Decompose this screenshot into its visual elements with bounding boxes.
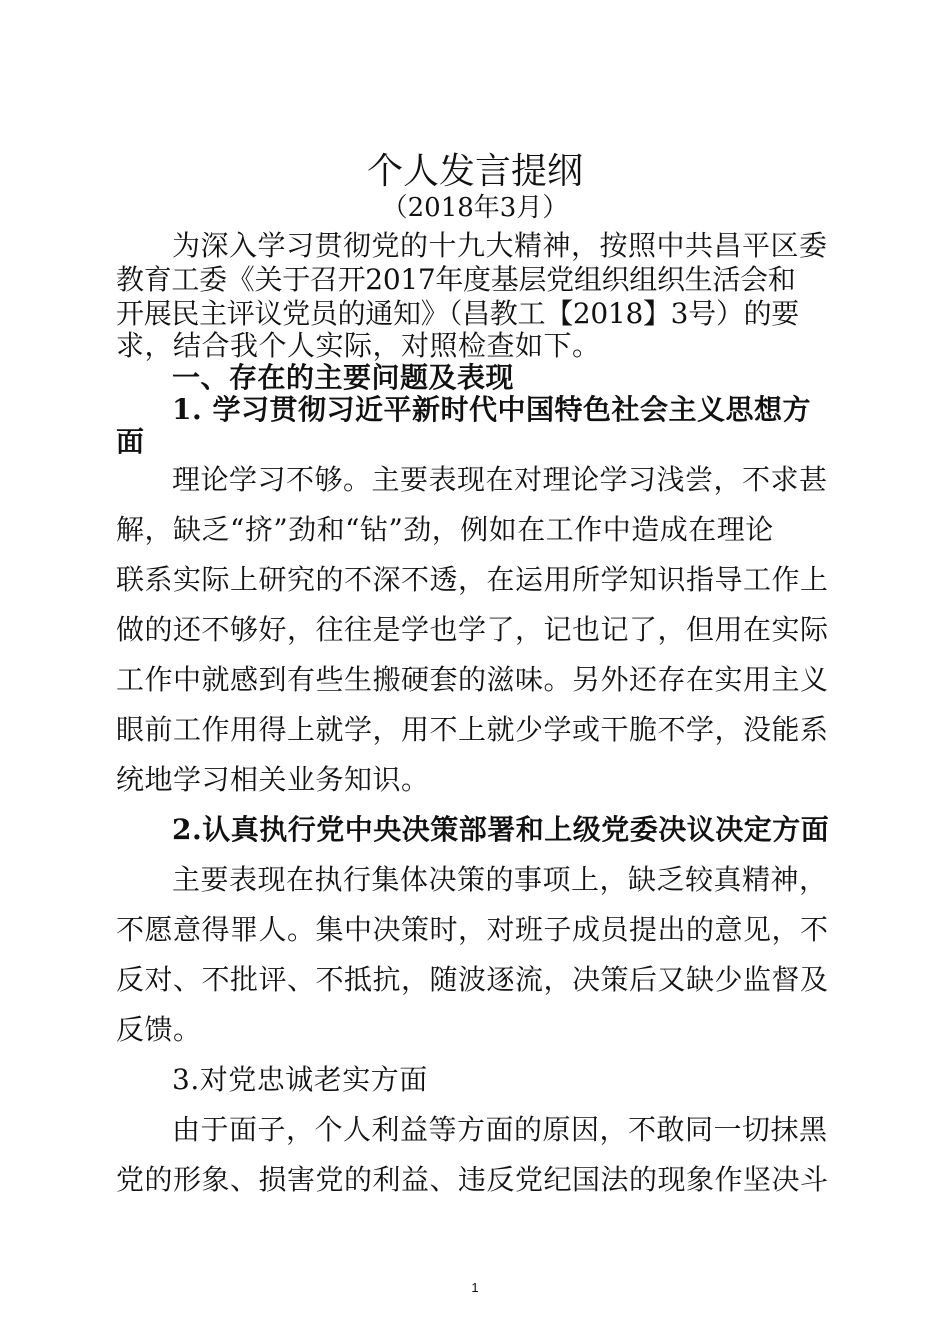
item3-heading: 3.对党忠诚老实方面 (172, 1063, 428, 1096)
document-date: （2018年3月） (381, 193, 569, 223)
item1-body-line: 联系实际上研究的不深不透，在运用所学知识指导工作上 (116, 563, 829, 596)
intro-line: 开展民主评议党员的通知》（昌教工【2018】3号）的要 (116, 297, 799, 330)
item2-body-line: 反馈。 (116, 1013, 202, 1046)
section-heading: 一、存在的主要问题及表现 (172, 361, 515, 394)
item1-body-line: 统地学习相关业务知识。 (116, 763, 430, 796)
item3-body-line: 党的形象、损害党的利益、违反党纪国法的现象作坚决斗 (116, 1163, 829, 1196)
document-title: 个人发言提纲 (366, 151, 583, 192)
item1-body-line: 解，缺乏“挤”劲和“钻”劲，例如在工作中造成在理论 (116, 513, 774, 546)
page-number: 1 (471, 1280, 479, 1295)
intro-line: 为深入学习贯彻党的十九大精神，按照中共昌平区委 (172, 229, 828, 262)
item1-heading: 1. 学习贯彻习近平新时代中国特色社会主义思想方 (172, 393, 811, 426)
item1-heading: 面 (116, 425, 145, 458)
item1-body-line: 做的还不够好，往往是学也学了，记也记了，但用在实际 (116, 613, 829, 646)
item2-body-line: 不愿意得罪人。集中决策时，对班子成员提出的意见，不 (116, 913, 829, 946)
item2-heading: 2.认真执行党中央决策部署和上级党委决议决定方面 (172, 813, 830, 846)
item1-body-line: 工作中就感到有些生搬硬套的滋味。另外还存在实用主义 (116, 663, 829, 696)
intro-line: 教育工委《关于召开2017年度基层党组织组织生活会和 (116, 263, 796, 296)
item2-body-line: 主要表现在执行集体决策的事项上，缺乏较真精神， (172, 863, 828, 896)
intro-line: 求，结合我个人实际，对照检查如下。 (116, 329, 601, 362)
item3-body-line: 由于面子，个人利益等方面的原因，不敢同一切抹黑 (172, 1113, 828, 1146)
item1-body-line: 理论学习不够。主要表现在对理论学习浅尝，不求甚 (172, 463, 828, 496)
item2-body-line: 反对、不批评、不抵抗，随波逐流，决策后又缺少监督及 (116, 963, 829, 996)
item1-body-line: 眼前工作用得上就学，用不上就少学或干脆不学，没能系 (116, 713, 829, 746)
